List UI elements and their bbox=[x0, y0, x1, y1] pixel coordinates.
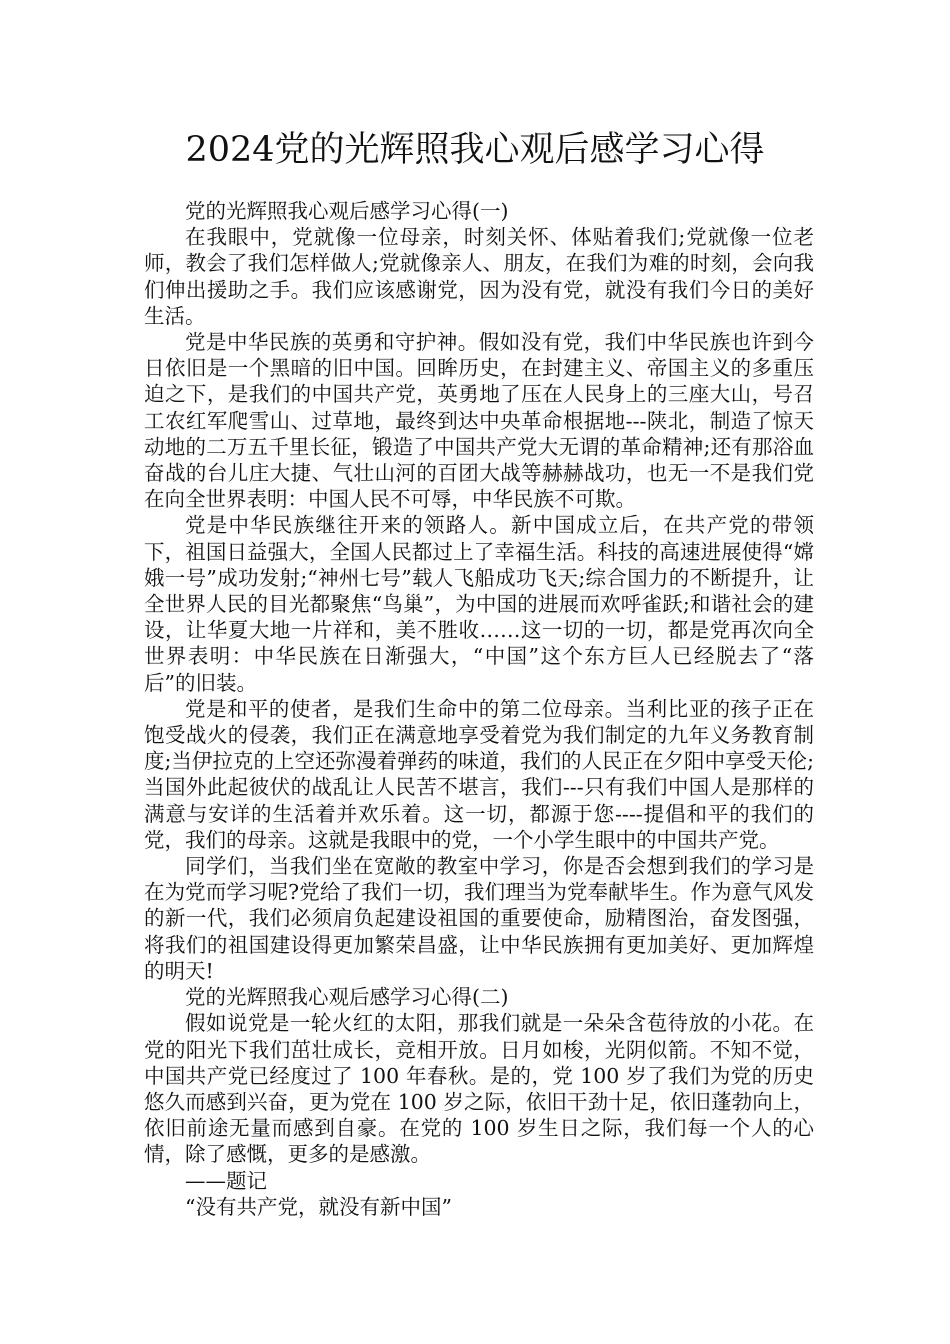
paragraph: 在我眼中，党就像一位母亲，时刻关怀、体贴着我们;党就像一位老师，教会了我们怎样做人;党就像亲人、朋友，在我们为难的时刻，会向我们伸出援助之手。我们应该感谢党，因为没有党，就没有我们今日的美好生活。 bbox=[144, 225, 814, 328]
section-heading-1: 党的光辉照我心观后感学习心得(一) bbox=[185, 199, 509, 223]
document-body bbox=[144, 198, 814, 1220]
paragraph: 假如说党是一轮火红的太阳，那我们就是一朵朵含苞待放的小花。在党的阳光下我们茁壮成长，竞相开放。日月如梭，光阴似箭。不知不觉，中国共产党已经度过了 100 年春秋。是的，党 100 岁了我们为党的历史悠久而感到兴奋，更为党在 100 岁之际，依旧干劲十足，依旧蓬勃向上，依旧前途无量而感到自豪。在党的 100 岁生日之际，我们每一个人的心情，除了感慨，更多的是感激。 bbox=[144, 1011, 814, 1167]
quote-line: “没有共产党，就没有新中国” bbox=[185, 1194, 452, 1219]
document-title: 2024党的光辉照我心观后感学习心得 bbox=[185, 130, 765, 170]
paragraph: 党是和平的使者，是我们生命中的第二位母亲。当利比亚的孩子正在饱受战火的侵袭，我们正在满意地享受着党为我们制定的九年义务教育制度;当伊拉克的上空还弥漫着弹药的味道，我们的人民正在夕阳中享受天伦;当国外此起彼伏的战乱让人民苦不堪言，我们---只有我们中国人是那样的满意与安详的生活着并欢乐着。这一切，都源于您----提倡和平的我们的党，我们的母亲。这就是我眼中的党，一个小学生眼中的中国共产党。 bbox=[144, 696, 814, 852]
paragraph: 党是中华民族的英勇和守护神。假如没有党，我们中华民族也许到今日依旧是一个黑暗的旧中国。回眸历史，在封建主义、帝国主义的多重压迫之下，是我们的中国共产党，英勇地了压在人民身上的三座大山，号召工农红军爬雪山、过草地，最终到达中央革命根据地---陕北，制造了惊天动地的二万五千里长征，锻造了中国共产党大无谓的革命精神;还有那浴血奋战的台儿庄大捷、气壮山河的百团大战等赫赫战功，也无一不是我们党在向全世界表明：中国人民不可辱，中华民族不可欺。 bbox=[144, 330, 814, 512]
paragraph: 党是中华民族继往开来的领路人。新中国成立后，在共产党的带领下，祖国日益强大，全国人民都过上了幸福生活。科技的高速进展使得“嫦娥一号”成功发射;“神州七号”载人飞船成功飞天;综合国力的不断提升，让全世界人民的目光都聚焦“鸟巢”，为中国的进展而欢呼雀跃;和谐社会的建设，让华夏大地一片祥和，美不胜收……这一切的一切，都是党再次向全世界表明：中华民族在日渐强大，“中国”这个东方巨人已经脱去了“落后”的旧装。 bbox=[144, 513, 814, 695]
paragraph: 同学们，当我们坐在宽敞的教室中学习，你是否会想到我们的学习是在为党而学习呢?党给了我们一切，我们理当为党奉献毕生。作为意气风发的新一代，我们必须肩负起建设祖国的重要使命，励精图治，奋发图强，将我们的祖国建设得更加繁荣昌盛，让中华民族拥有更加美好、更加辉煌的明天! bbox=[144, 854, 814, 983]
section-heading-2: 党的光辉照我心观后感学习心得(二) bbox=[185, 985, 509, 1010]
epigraph-attribution: ——题记 bbox=[185, 1168, 267, 1193]
